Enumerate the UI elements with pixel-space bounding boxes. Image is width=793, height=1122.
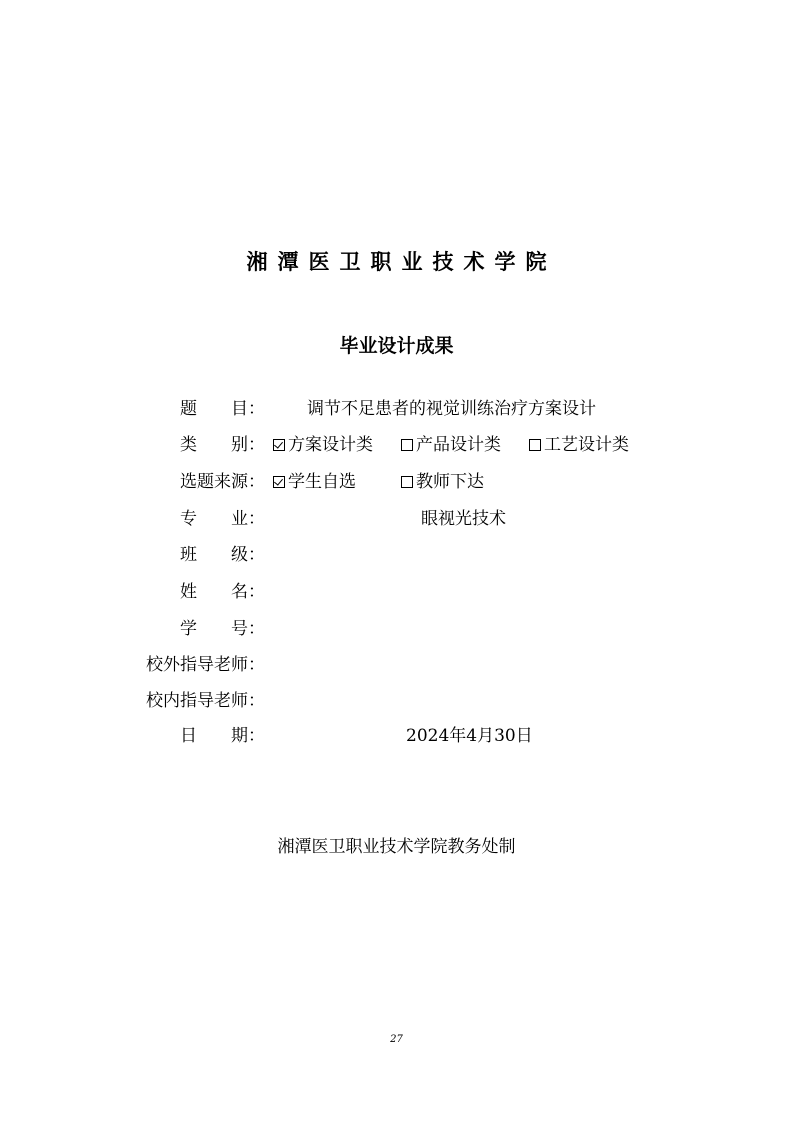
source-option-student[interactable]: 学生自选 [273, 469, 356, 495]
major-value: 眼视光技术 [421, 509, 506, 529]
checkbox-empty-icon[interactable] [401, 476, 413, 488]
topic-label: 题 目： [180, 399, 265, 419]
external-advisor-row [0, 652, 793, 678]
internal-advisor-label: 校内指导老师： [146, 691, 265, 711]
category-option-product[interactable]: 产品设计类 [401, 432, 501, 458]
name-label: 姓 名： [180, 582, 265, 602]
source-label: 选题来源： [180, 472, 265, 492]
category-option-scheme[interactable]: 方案设计类 [273, 432, 373, 458]
checkbox-empty-icon[interactable] [401, 439, 413, 451]
issuing-office: 湘潭医卫职业技术学院教务处制 [277, 837, 516, 857]
name-row [0, 579, 793, 605]
major-row [0, 506, 793, 532]
external-advisor-label: 校外指导老师： [146, 655, 265, 675]
date-label: 日 期： [180, 726, 265, 746]
topic-value: 调节不足患者的视觉训练治疗方案设计 [307, 399, 596, 419]
category-row [0, 432, 793, 458]
class-label: 班 级： [180, 545, 265, 565]
internal-advisor-row [0, 688, 793, 714]
school-name: 湘潭医卫职业技术学院 [246, 250, 557, 274]
topic-row [0, 396, 793, 422]
checkbox-checked-icon[interactable] [273, 439, 285, 451]
date-row [0, 723, 793, 749]
checkbox-empty-icon[interactable] [529, 439, 541, 451]
student-id-row [0, 616, 793, 642]
checkbox-checked-icon[interactable] [273, 476, 285, 488]
source-row [0, 469, 793, 495]
page-number: 27 [390, 1034, 403, 1045]
document-title: 毕业设计成果 [339, 335, 454, 357]
category-option-craft[interactable]: 工艺设计类 [529, 432, 629, 458]
source-option-teacher[interactable]: 教师下达 [401, 469, 484, 495]
major-label: 专 业： [180, 509, 265, 529]
student-id-label: 学 号： [180, 619, 265, 639]
class-row [0, 542, 793, 568]
category-label: 类 别： [180, 435, 265, 455]
date-value: 2024年4月30日 [406, 726, 533, 746]
